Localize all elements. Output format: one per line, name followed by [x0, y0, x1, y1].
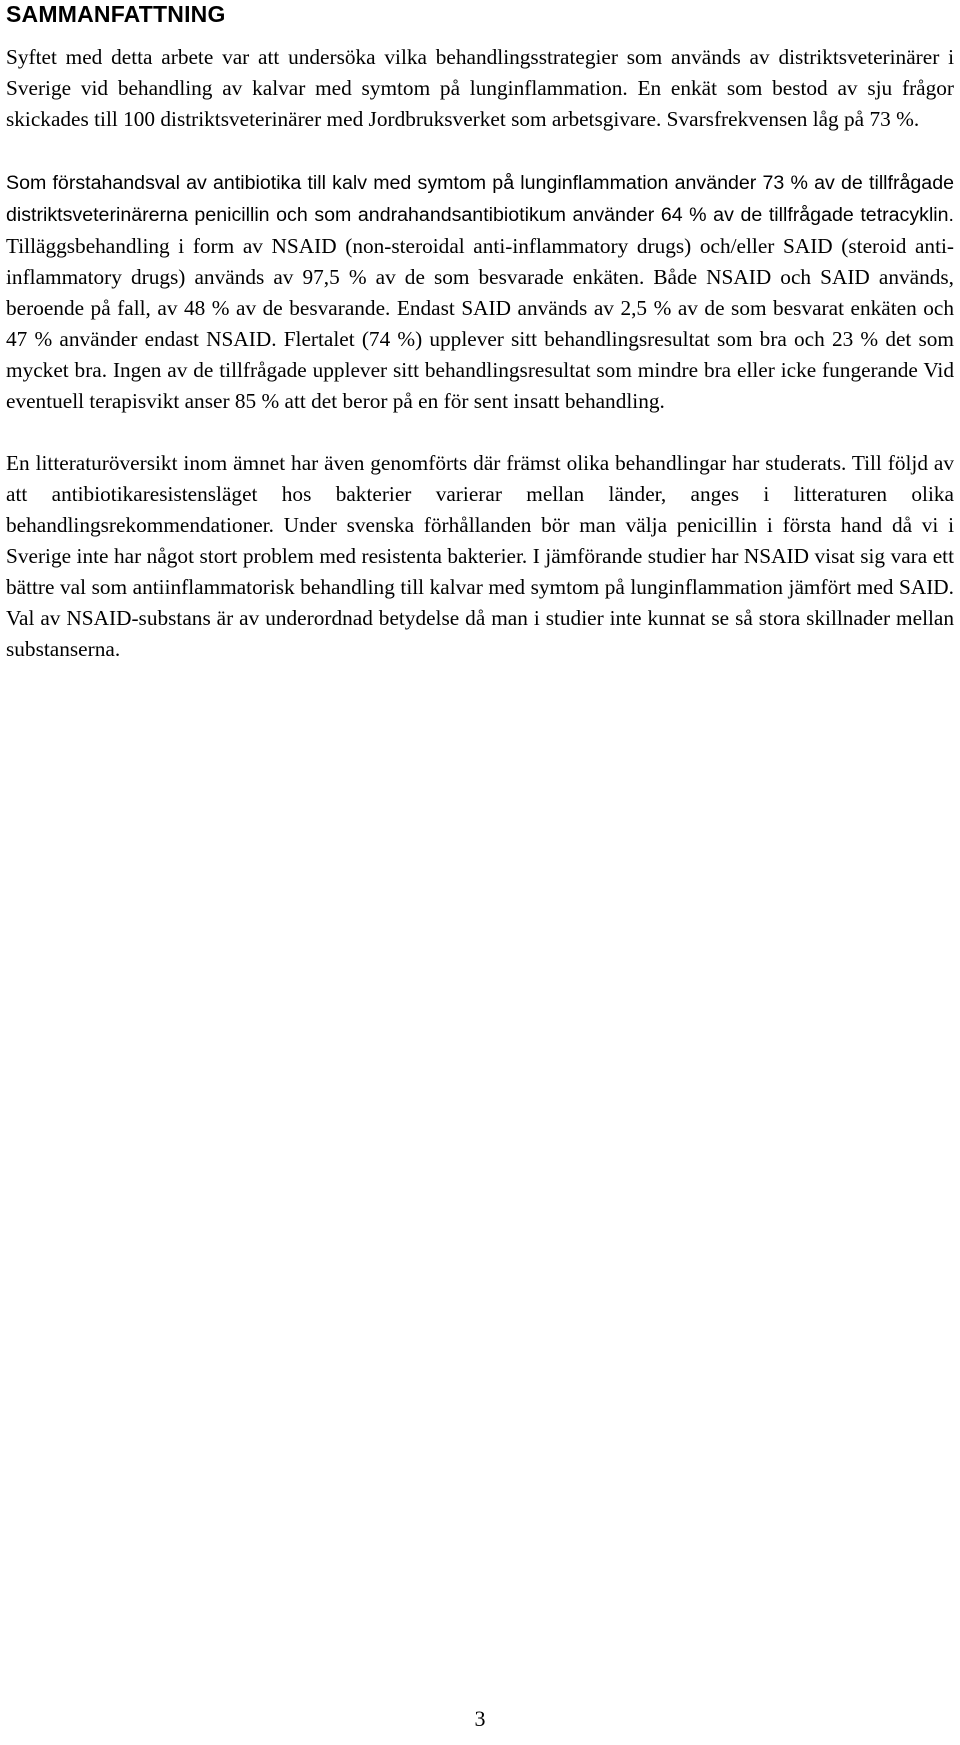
document-page: [6, 0, 954, 665]
summary-paragraph-3: En litteraturöversikt inom ämnet har även genomförts där främst olika behandlingar har studerats. Till följd av att antibiotikaresistensläget hos bakterier varierar mellan länder, anges i litteraturen olika behandlingsrekommendationer. Under svenska förhållanden bör man välja penicillin i första hand då vi i Sverige inte har något stort problem med resistenta bakterier. I jämförande studier har NSAID visat sig vara ett bättre val som antiinflammatorisk behandling till kalvar med symtom på lunginflammation jämfört med SAID. Val av NSAID-substans är av underordnad betydelse då man i studier inte kunnat se så stora skillnader mellan substanserna.: [6, 451, 954, 661]
summary-paragraph-2: [6, 167, 954, 417]
summary-paragraph-2-first-sentence: Som förstahandsval av antibiotika till kalv med symtom på lunginflammation använder 73 % av de tillfrågade distriktsveterinärerna penicillin och som andrahandsantibiotikum använder 64 % av de tillfrågade tetracyklin.: [6, 172, 954, 226]
summary-paragraph-2-rest: Tilläggsbehandling i form av NSAID (non-steroidal anti-inflammatory drugs) och/eller SAID (steroid anti-inflammatory drugs) används av 97,5 % av de som besvarade enkäten. Både NSAID och SAID används, beroende på fall, av 48 % av de besvarande. Endast SAID används av 2,5 % av de som besvarat enkäten och 47 % använder endast NSAID. Flertalet (74 %) upplever sitt behandlingsresultat som bra och 23 % det som mycket bra. Ingen av de tillfrågade upplever sitt behandlingsresultat som mindre bra eller icke fungerande Vid eventuell terapisvikt anser 85 % att det beror på en för sent insatt behandling.: [6, 234, 954, 413]
summary-paragraph-1: Syftet med detta arbete var att undersöka vilka behandlingsstrategier som används av distriktsveterinärer i Sverige vid behandling av kalvar med symtom på lunginflammation. En enkät som bestod av sju frågor skickades till 100 distriktsveterinärer med Jordbruksverket som arbetsgivare. Svarsfrekvensen låg på 73 %.: [6, 45, 954, 131]
page-number: 3: [474, 1706, 486, 1731]
section-title: SAMMANFATTNING: [6, 1, 226, 27]
